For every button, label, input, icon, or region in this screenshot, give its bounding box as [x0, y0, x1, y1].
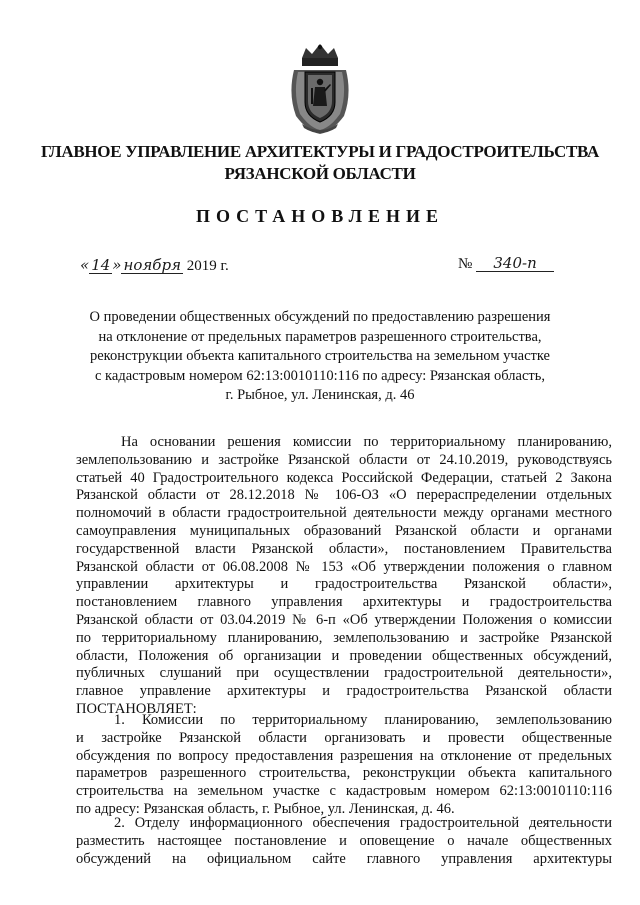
preamble-line: главное управление архитектуры и градостроительства Рязанской области [76, 683, 612, 700]
preamble-line: публичных слушаний при осуществлении градостроительной деятельности», [76, 665, 612, 682]
document-type-title: ПОСТАНОВЛЕНИЕ [195, 206, 445, 226]
ryazan-coat-of-arms-icon [288, 44, 352, 136]
subject-line: с кадастровым номером 62:13:0010110:116 по адресу: Рязанская область, [95, 367, 545, 384]
clause-1-line: по адресу: Рязанская область, г. Рыбное, ул. Ленинская, д. 46. [76, 800, 455, 817]
clause-1-line: 1. Комиссии по территориальному планированию, землепользованию [114, 712, 612, 728]
date-close-quote: » [112, 256, 122, 274]
number-label: № [458, 256, 473, 272]
preamble-line: постановлением главного управления архитектуры и градостроительства [76, 594, 612, 611]
preamble-line: Рязанской области от 28.12.2018 № 106-ОЗ «О перераспределении отдельных [76, 487, 612, 504]
organization-name-line1: ГЛАВНОЕ УПРАВЛЕНИЕ АРХИТЕКТУРЫ И ГРАДОСТРОИТЕЛЬСТВА [41, 142, 599, 161]
preamble-line: по территориальному планированию, землепользованию и застройке Рязанской [76, 629, 612, 646]
clause-1-line: параметров разрешенного строительства, реконструкции объекта капитального [76, 765, 612, 782]
subject-line: О проведении общественных обсуждений по предоставлению разрешения [89, 309, 551, 325]
preamble-line: области, Положения об организации и проведении общественных обсуждений, [76, 647, 612, 664]
resolves-keyword: ПОСТАНОВЛЯЕТ: [76, 700, 197, 717]
preamble-line: государственной власти Рязанской области», постановлением Правительства [76, 540, 612, 557]
date-year: 2019 г. [186, 258, 229, 274]
clause-2-line: обсуждений на официальном сайте главного управления архитектуры [76, 850, 612, 867]
preamble-line: Рязанской области от 06.08.2008 № 153 «Об утверждении положения о главном [76, 558, 612, 575]
preamble-line: управлении архитектуры и градостроительства Рязанской области», [76, 576, 612, 593]
document-subject [60, 308, 580, 406]
preamble-line: самоуправления муниципальных образований Рязанской области и органами [76, 522, 612, 539]
subject-line: г. Рыбное, ул. Ленинская, д. 46 [225, 387, 415, 403]
clause-2-line: разместить настоящее постановление и оповещение о начале общественных [76, 832, 612, 849]
preamble-line: На основании решения комиссии по территориальному планированию, [121, 434, 612, 450]
clause-2 [76, 815, 612, 868]
preamble-line: полномочий в области градостроительной деятельности между органами местного [76, 505, 612, 522]
preamble-paragraph [76, 434, 612, 719]
preamble-line: Рязанской области от 03.04.2019 № 6-п «Об утверждении Положения о комиссии [76, 611, 612, 628]
number-value: 340-п [476, 256, 554, 272]
preamble-line: статьей 40 Градостроительного кодекса Российской Федерации, статьей 2 Закона [76, 469, 612, 486]
clause-1 [76, 712, 612, 819]
clause-1-line: строительства на земельном участке с кадастровым номером 62:13:0010110:116 [76, 783, 612, 800]
subject-line: на отклонение от предельных параметров разрешенного строительства, [98, 328, 542, 345]
clause-1-line: и застройке Рязанской области организовать и провести общественные [76, 729, 612, 746]
subject-line: реконструкции объекта капитального строительства на земельном участке [90, 348, 550, 364]
date-day: 14 [91, 256, 111, 274]
date-open-quote: « [80, 256, 90, 274]
document-number [458, 256, 554, 273]
clause-2-line: 2. Отделу информационного обеспечения градостроительной деятельности [114, 815, 612, 831]
document-date [80, 256, 229, 275]
date-month: ноября [123, 256, 182, 274]
clause-1-line: обсуждения по вопросу предоставления разрешения на отклонение от предельных [76, 747, 612, 764]
organization-name-line2: РЯЗАНСКОЙ ОБЛАСТИ [224, 164, 416, 183]
preamble-line: землепользованию и застройке Рязанской области от 24.10.2019, руководствуясь [76, 451, 612, 468]
